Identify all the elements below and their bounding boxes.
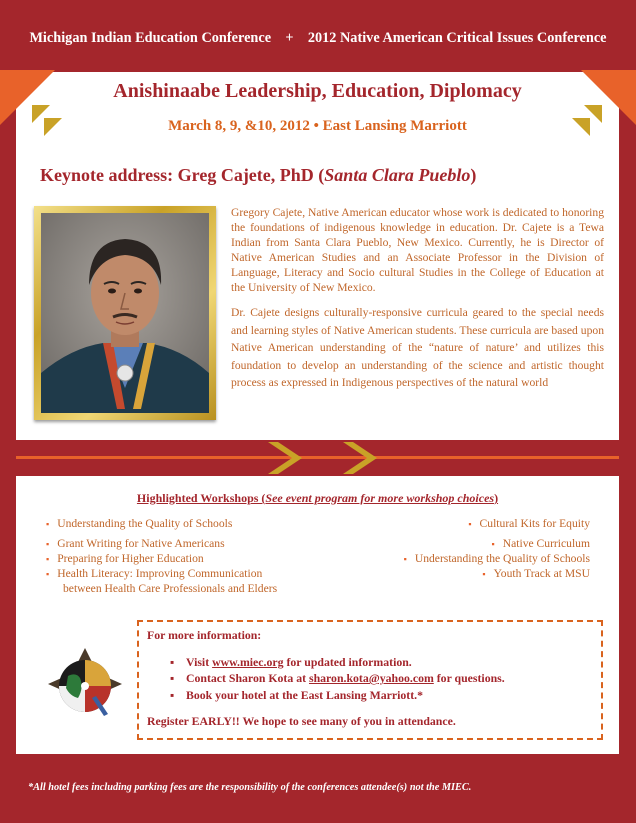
- workshop-item: [46, 552, 204, 565]
- workshops-heading: [16, 491, 619, 506]
- workshop-label: Understanding the Quality of Schools: [414, 552, 590, 565]
- bullet-icon: ▪: [46, 519, 50, 529]
- workshop-label: Youth Track at MSU: [493, 567, 590, 580]
- keynote-close: ): [470, 165, 477, 185]
- workshop-item-continued: between Health Care Professionals and Elders: [63, 582, 278, 595]
- keynote-label: Keynote address: Greg Cajete, PhD (: [40, 165, 325, 185]
- bullet-icon: ▪: [170, 671, 175, 685]
- banner-plus: +: [285, 30, 294, 46]
- info-hotel-text: Book your hotel at the East Lansing Marriott.*: [185, 688, 424, 702]
- banner-title: [0, 30, 636, 47]
- bullet-icon: ▪: [170, 655, 175, 669]
- bullet-icon: ▪: [491, 539, 495, 549]
- event-title: Anishinaabe Leadership, Education, Diplomacy: [113, 80, 522, 102]
- info-visit: [170, 655, 412, 670]
- bullet-icon: ▪: [468, 519, 472, 529]
- workshop-label: Understanding the Quality of Schools: [57, 517, 233, 530]
- keynote-affiliation: Santa Clara Pueblo: [324, 165, 471, 185]
- workshops-heading-label: Highlighted Workshops (: [136, 491, 266, 505]
- bullet-icon: ▪: [46, 554, 50, 564]
- workshop-label: Cultural Kits for Equity: [479, 517, 590, 530]
- info-heading: For more information:: [147, 628, 262, 642]
- workshop-item: [46, 537, 225, 550]
- workshop-item: [46, 567, 262, 580]
- workshop-item: [468, 517, 590, 530]
- contact-email-link[interactable]: sharon.kota@yahoo.com: [308, 671, 434, 685]
- workshop-item: [46, 517, 232, 530]
- miec-logo: [46, 646, 124, 722]
- divider-chevrons: [0, 440, 636, 476]
- portrait-illustration: [41, 213, 209, 413]
- banner-left-text: Michigan Indian Education Conference: [29, 30, 272, 46]
- bullet-icon: ▪: [482, 569, 486, 579]
- event-dates: March 8, 9, &10, 2012 • East Lansing Marriott: [168, 118, 467, 134]
- medicine-wheel-logo-icon: [46, 646, 124, 722]
- bullet-icon: ▪: [403, 554, 407, 564]
- workshops-heading-close: ): [494, 491, 499, 505]
- keynote-bio-paragraph-1: Gregory Cajete, Native American educator whose work is dedicated to honoring the foundations of indigenous knowledge in education. Dr. Cajete is a Tewa Indian from Santa Clara Pueblo, New Mexico. Currently, he is Director of Native American Studies and an Associate Professor in the Division of Language, Literacy and Socio cultural Studies in the College of Education at the University of New Mexico.: [231, 206, 604, 294]
- info-visit-post: for updated information.: [283, 655, 412, 669]
- keynote-bio-paragraph-2: Dr. Cajete designs culturally-responsive curricula geared to the special needs and learning styles of Native American students. These curricula are based upon Native American understanding of the “nature of nature’ and utilizes this foundation to develop an understanding of the science and artistic thought process as expressed in Indigenous perspectives of the natural world: [231, 306, 604, 389]
- speaker-portrait: [41, 213, 209, 413]
- keynote-heading: [40, 165, 476, 186]
- workshop-item: [482, 567, 590, 580]
- info-contact: [170, 671, 505, 686]
- info-contact-post: for questions.: [433, 671, 505, 685]
- bullet-icon: ▪: [46, 569, 50, 579]
- workshops-heading-note: See event program for more workshop choices: [265, 491, 495, 505]
- workshop-item: [404, 552, 590, 565]
- banner-right-text: 2012 Native American Critical Issues Conference: [307, 30, 607, 46]
- workshop-label: Preparing for Higher Education: [57, 552, 204, 565]
- footer-note: *All hotel fees including parking fees are the responsibility of the conferences attendee(s) not the MIEC.: [28, 782, 472, 793]
- bullet-icon: ▪: [46, 539, 50, 549]
- register-note: Register EARLY!! We hope to see many of you in attendance.: [147, 714, 456, 728]
- miec-website-link[interactable]: www.miec.org: [212, 655, 284, 669]
- workshop-item: [492, 537, 590, 550]
- bullet-icon: ▪: [170, 688, 175, 702]
- info-hotel: [170, 688, 423, 703]
- info-contact-pre: Contact Sharon Kota at: [185, 671, 309, 685]
- workshop-label: Health Literacy: Improving Communication: [57, 567, 263, 580]
- workshop-label: Grant Writing for Native Americans: [57, 537, 225, 550]
- section-divider: [0, 440, 636, 476]
- workshop-label: Native Curriculum: [502, 537, 590, 550]
- info-visit-pre: Visit: [185, 655, 213, 669]
